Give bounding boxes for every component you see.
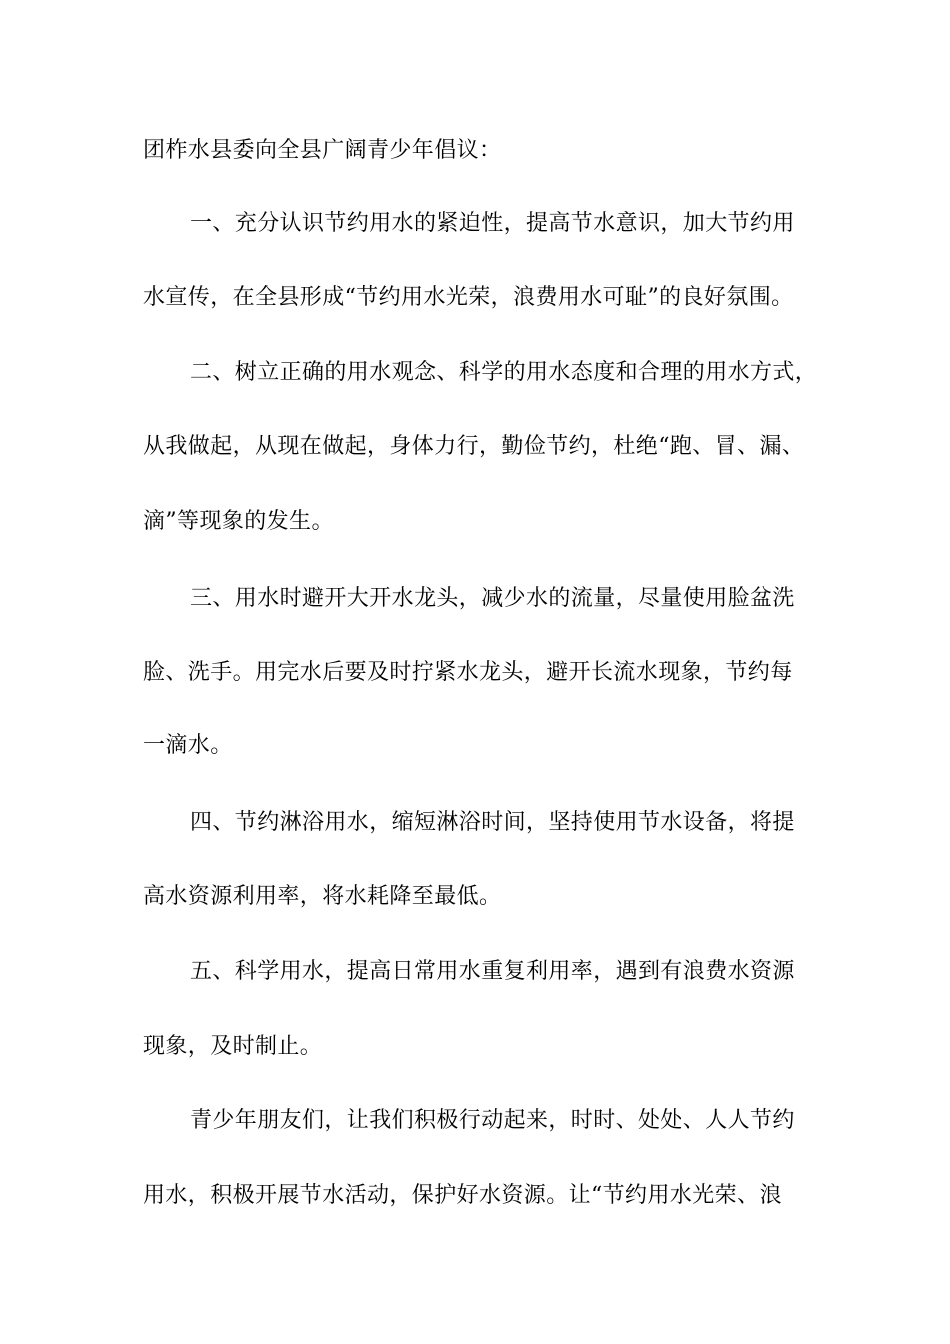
text-line: 五、科学用水，提高日常用水重复利用率，遇到有浪费水资源 <box>190 959 795 984</box>
text-line: 滴”等现象的发生。 <box>143 509 334 534</box>
text-line: 一滴水。 <box>143 733 233 758</box>
text-line: 一、充分认识节约用水的紧迫性，提高节水意识，加大节约用 <box>190 211 795 236</box>
text-line: 水宣传，在全县形成“节约用水光荣，浪费用水可耻”的良好氛围。 <box>143 285 794 310</box>
text-line: 现象，及时制止。 <box>143 1034 323 1059</box>
text-line: 三、用水时避开大开水龙头，减少水的流量，尽量使用脸盆洗 <box>190 586 795 611</box>
text-line: 从我做起，从现在做起，身体力行，勤俭节约，杜绝“跑、冒、漏、 <box>143 434 805 459</box>
text-line: 青少年朋友们，让我们积极行动起来，时时、处处、人人节约 <box>190 1108 795 1133</box>
text-line: 脸、洗手。用完水后要及时拧紧水龙头，避开长流水现象，节约每 <box>143 660 793 685</box>
text-line: 团柞水县委向全县广阔青少年倡议： <box>143 138 502 163</box>
text-line: 二、树立正确的用水观念、科学的用水态度和合理的用水方式， <box>190 360 818 385</box>
text-line: 四、节约淋浴用水，缩短淋浴时间，坚持使用节水设备，将提 <box>190 810 795 835</box>
text-line: 用水，积极开展节水活动，保护好水资源。让“节约用水光荣、浪 <box>143 1183 782 1208</box>
text-line: 高水资源利用率，将水耗降至最低。 <box>143 884 502 909</box>
